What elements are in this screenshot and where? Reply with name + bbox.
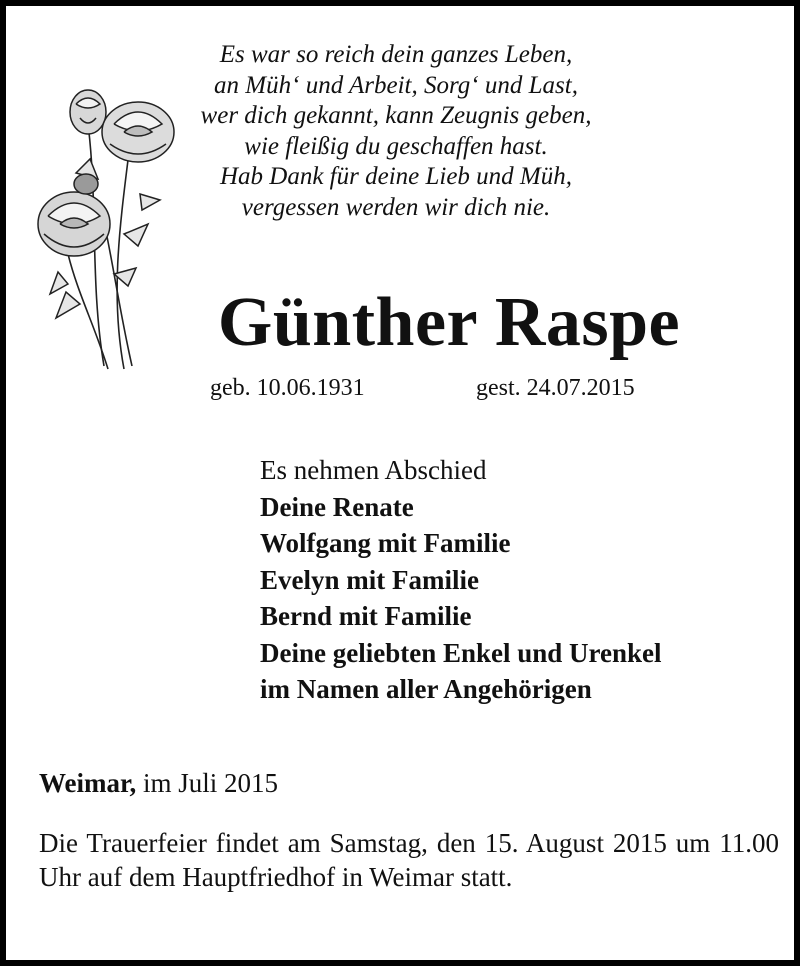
roses-icon [28,84,188,374]
place-date-line [39,763,278,803]
mourners-list [260,452,662,708]
place-city: Weimar, [39,768,137,798]
poem-line: Hab Dank für deine Lieb und Müh, [219,163,573,190]
poem-line: wer dich gekannt, kann Zeugnis geben, [200,102,592,129]
deceased-name: Günther Raspe [217,284,681,361]
funeral-notice: Die Trauerfeier findet am Samstag, den 15. August 2015 um 11.00 Uhr auf dem Hauptfriedhof in Weimar statt. [39,828,779,892]
poem [176,40,616,223]
poem-line: wie fleißig du geschaffen hast. [244,132,548,160]
poem-line: Es war so reich dein ganzes Leben, [219,41,573,68]
mourner-name: Evelyn mit Familie [260,564,479,595]
birth-date: geb. 10.06.1931 [210,375,365,401]
mourner-name: im Namen aller Angehörigen [260,674,592,704]
mourner-name: Deine Renate [260,491,414,522]
mourner-name: Deine geliebten Enkel und Urenkel [260,637,662,668]
place-date: im Juli 2015 [143,768,279,798]
mourner-name: Bernd mit Familie [260,601,472,631]
mourner-name: Wolfgang mit Familie [260,528,511,558]
mourners-intro: Es nehmen Abschied [260,455,487,485]
death-date: gest. 24.07.2015 [476,375,635,401]
poem-line: an Müh‘ und Arbeit, Sorg‘ und Last, [214,71,578,99]
poem-line: vergessen werden wir dich nie. [241,193,551,221]
